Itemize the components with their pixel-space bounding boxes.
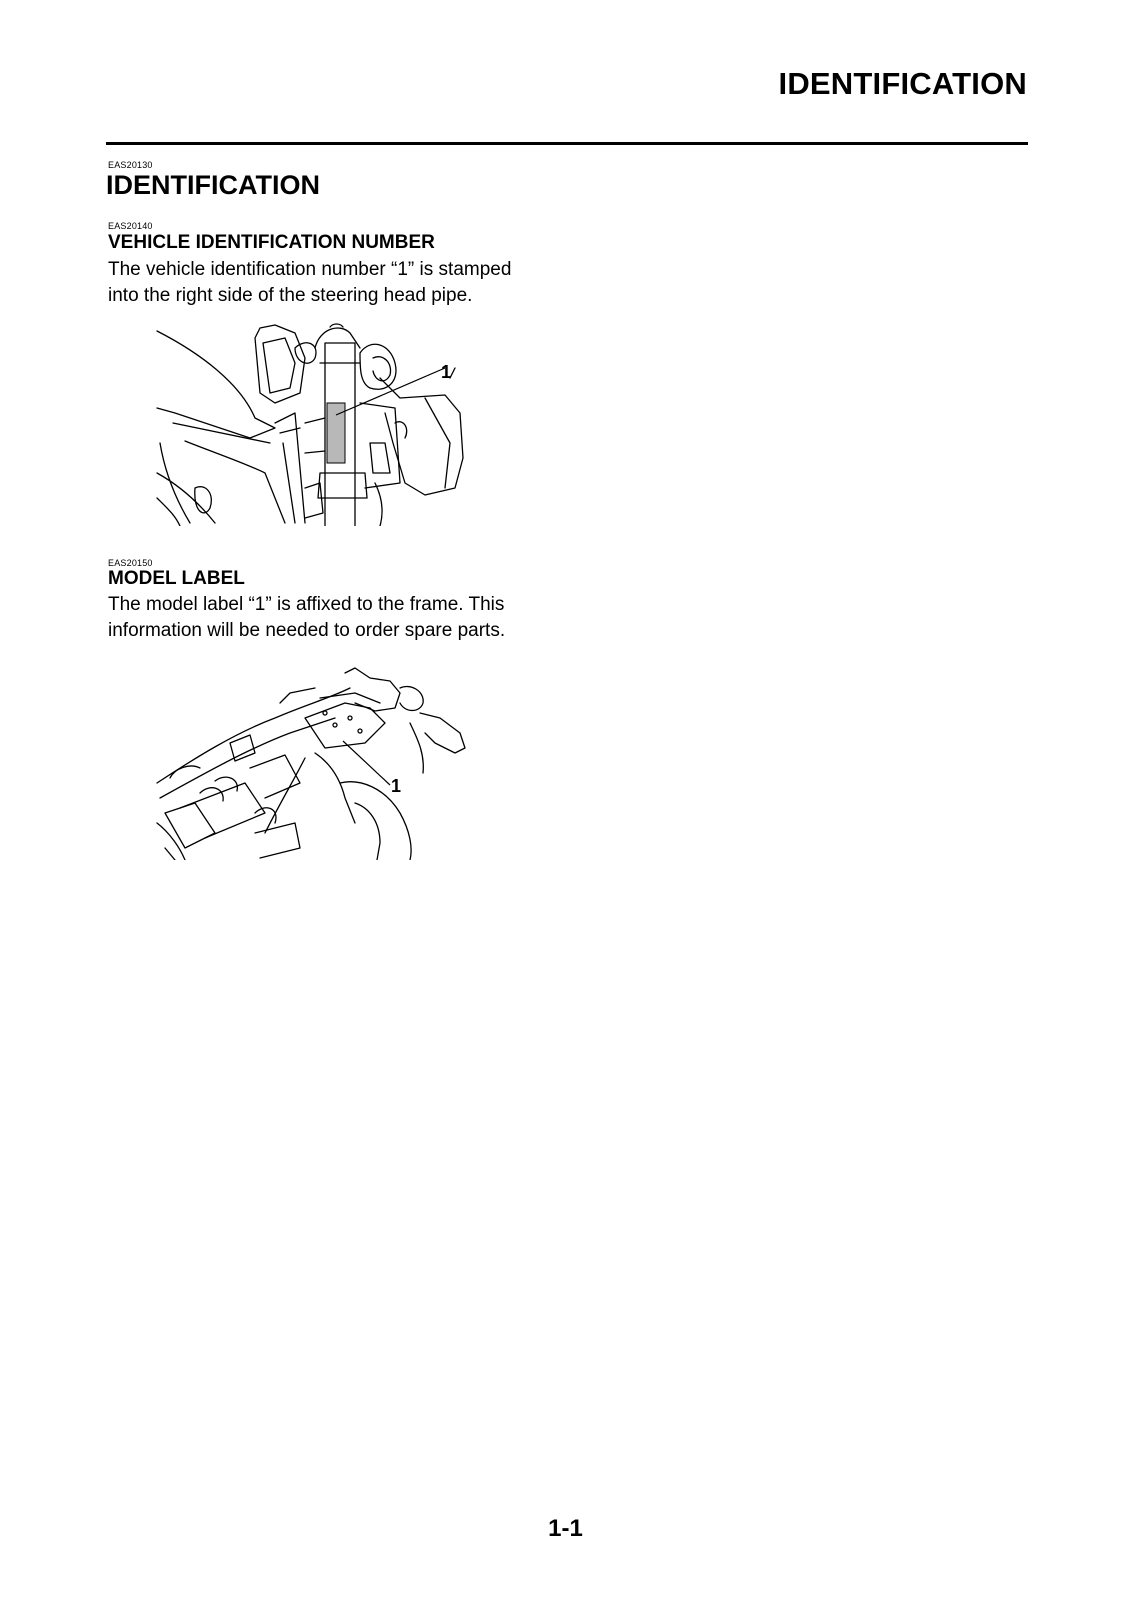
frame-rear-drawing: [155, 663, 470, 860]
page-number: 1-1: [548, 1515, 583, 1542]
vin-code: EAS20140: [108, 221, 153, 231]
header-rule: [106, 142, 1028, 145]
model-label-heading: MODEL LABEL: [108, 568, 245, 589]
model-label-code: EAS20150: [108, 558, 153, 568]
model-label-callout-1: 1: [391, 776, 402, 796]
steering-head-drawing: [155, 323, 470, 526]
vin-illustration: [155, 323, 470, 526]
vin-description: [108, 257, 568, 309]
running-header-title: IDENTIFICATION: [778, 66, 1027, 101]
vin-callout-1: 1: [441, 362, 452, 382]
model-label-illustration: [155, 663, 470, 860]
section-title: IDENTIFICATION: [106, 170, 320, 200]
section-code: EAS20130: [108, 160, 153, 170]
vin-heading: VEHICLE IDENTIFICATION NUMBER: [108, 232, 435, 253]
model-label-description: [108, 592, 568, 644]
model-label-description-line-2: information will be needed to order spare parts.: [108, 620, 506, 641]
vin-description-line-1: The vehicle identification number “1” is stamped: [108, 259, 512, 280]
vin-description-line-2: into the right side of the steering head pipe.: [108, 285, 473, 306]
model-label-description-line-1: The model label “1” is affixed to the frame. This: [108, 594, 505, 615]
